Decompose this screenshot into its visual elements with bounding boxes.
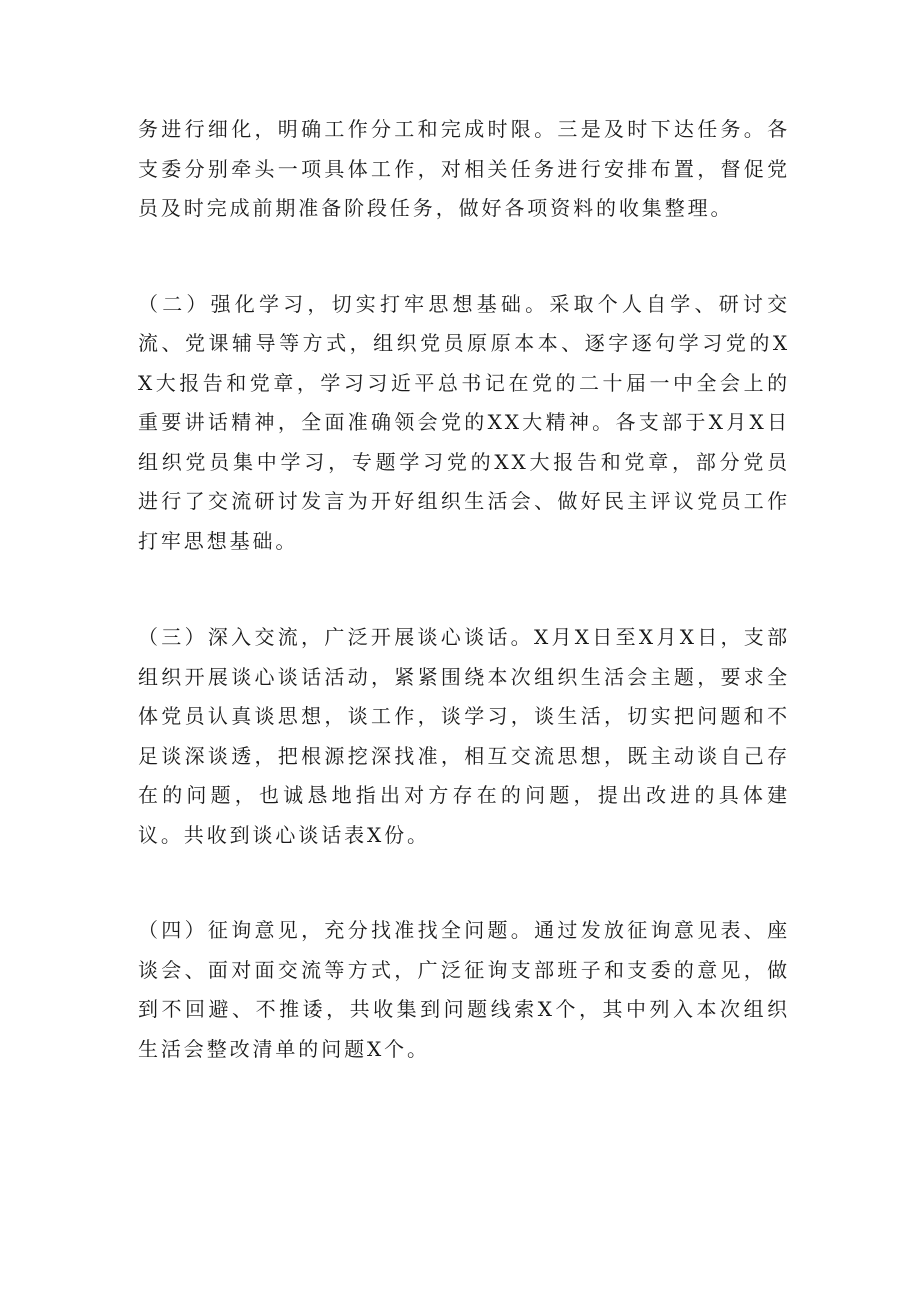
paragraph-strengthen-study: （二）强化学习，切实打牢思想基础。采取个人自学、研讨交流、党课辅导等方式，组织党员原原本本、逐字逐句学习党的XX大报告和党章，学习习近平总书记在党的二十届一中全会上的重要讲话精神，全面准确领会党的XX大精神。各支部于X月X日组织党员集中学习，专题学习党的XX大报告和党章，部分党员进行了交流研讨发言为开好组织生活会、做好民主评议党员工作打牢思想基础。 (138, 291, 790, 553)
document-body (138, 110, 790, 1069)
paragraph-solicit-opinions: （四）征询意见，充分找准找全问题。通过发放征询意见表、座谈会、面对面交流等方式，广泛征询支部班子和支委的意见，做到不回避、不推诿，共收集到问题线索X个，其中列入本次组织生活会整改清单的问题X个。 (138, 918, 790, 1061)
paragraph-task-breakdown: 务进行细化，明确工作分工和完成时限。三是及时下达任务。各支委分别牵头一项具体工作，对相关任务进行安排布置，督促党员及时完成前期准备阶段任务，做好各项资料的收集整理。 (138, 117, 790, 220)
paragraph-heart-to-heart-talks: （三）深入交流，广泛开展谈心谈话。X月X日至X月X日，支部组织开展谈心谈话活动，紧紧围绕本次组织生活会主题，要求全体党员认真谈思想，谈工作，谈学习，谈生活，切实把问题和不足谈深谈透，把根源挖深找准，相互交流思想，既主动谈自己存在的问题，也诚恳地指出对方存在的问题，提出改进的具体建议。共收到谈心谈话表X份。 (138, 625, 790, 847)
